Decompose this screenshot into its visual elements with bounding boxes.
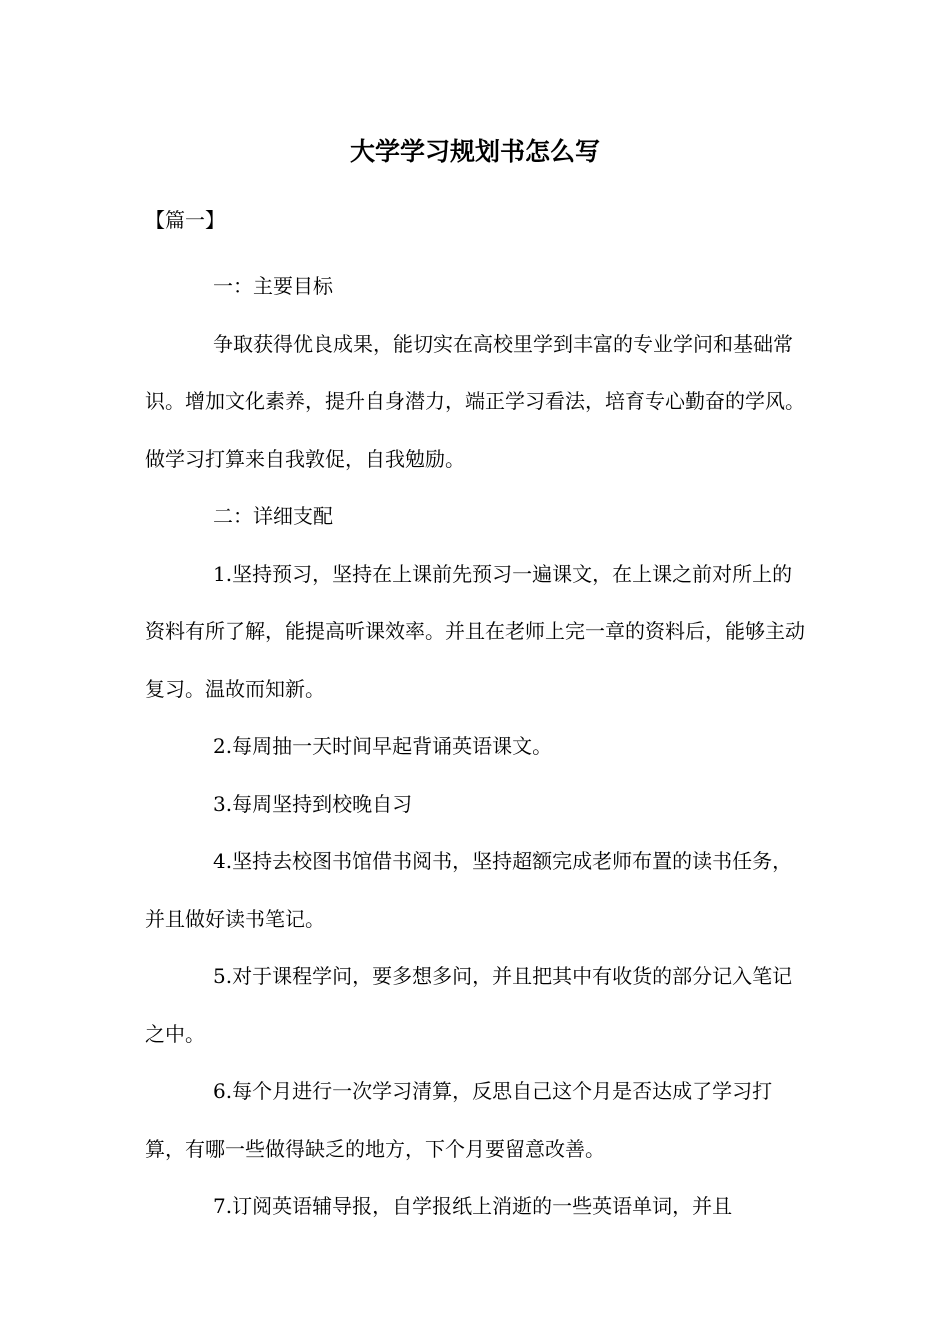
heading-detailed-plan: 二：详细支配 xyxy=(213,504,333,528)
list-item-7: 7.订阅英语辅导报，自学报纸上消逝的一些英语单词，并且 xyxy=(213,1194,733,1218)
list-item-1: 1.坚持预习，坚持在上课前先预习一遍课文，在上课之前对所上的资料有所了解，能提高听课效率。并且在老师上完一章的资料后，能够主动复习。温故而知新。 xyxy=(145,561,805,701)
list-item-3: 3.每周坚持到校晚自习 xyxy=(213,791,413,816)
document-title: 大学学习规划书怎么写 xyxy=(349,137,600,166)
list-item-2: 2.每周抽一天时间早起背诵英语课文。 xyxy=(213,734,553,758)
document-body xyxy=(145,258,805,1236)
list-item-5: 5.对于课程学问，要多想多问，并且把其中有收货的部分记入笔记之中。 xyxy=(145,964,793,1046)
heading-main-goal: 一：主要目标 xyxy=(213,274,333,298)
list-item-6: 6.每个月进行一次学习清算，反思自己这个月是否达成了学习打算，有哪一些做得缺乏的地方，下个月要留意改善。 xyxy=(145,1079,773,1161)
paragraph-goal: 争取获得优良成果，能切实在高校里学到丰富的专业学问和基础常识。增加文化素养，提升自身潜力，端正学习看法，培育专心勤奋的学风。做学习打算来自我敦促，自我勉励。 xyxy=(145,331,805,471)
list-item-4: 4.坚持去校图书馆借书阅书，坚持超额完成老师布置的读书任务，并且做好读书笔记。 xyxy=(145,849,793,931)
section-label: 【篇一】 xyxy=(145,208,225,232)
